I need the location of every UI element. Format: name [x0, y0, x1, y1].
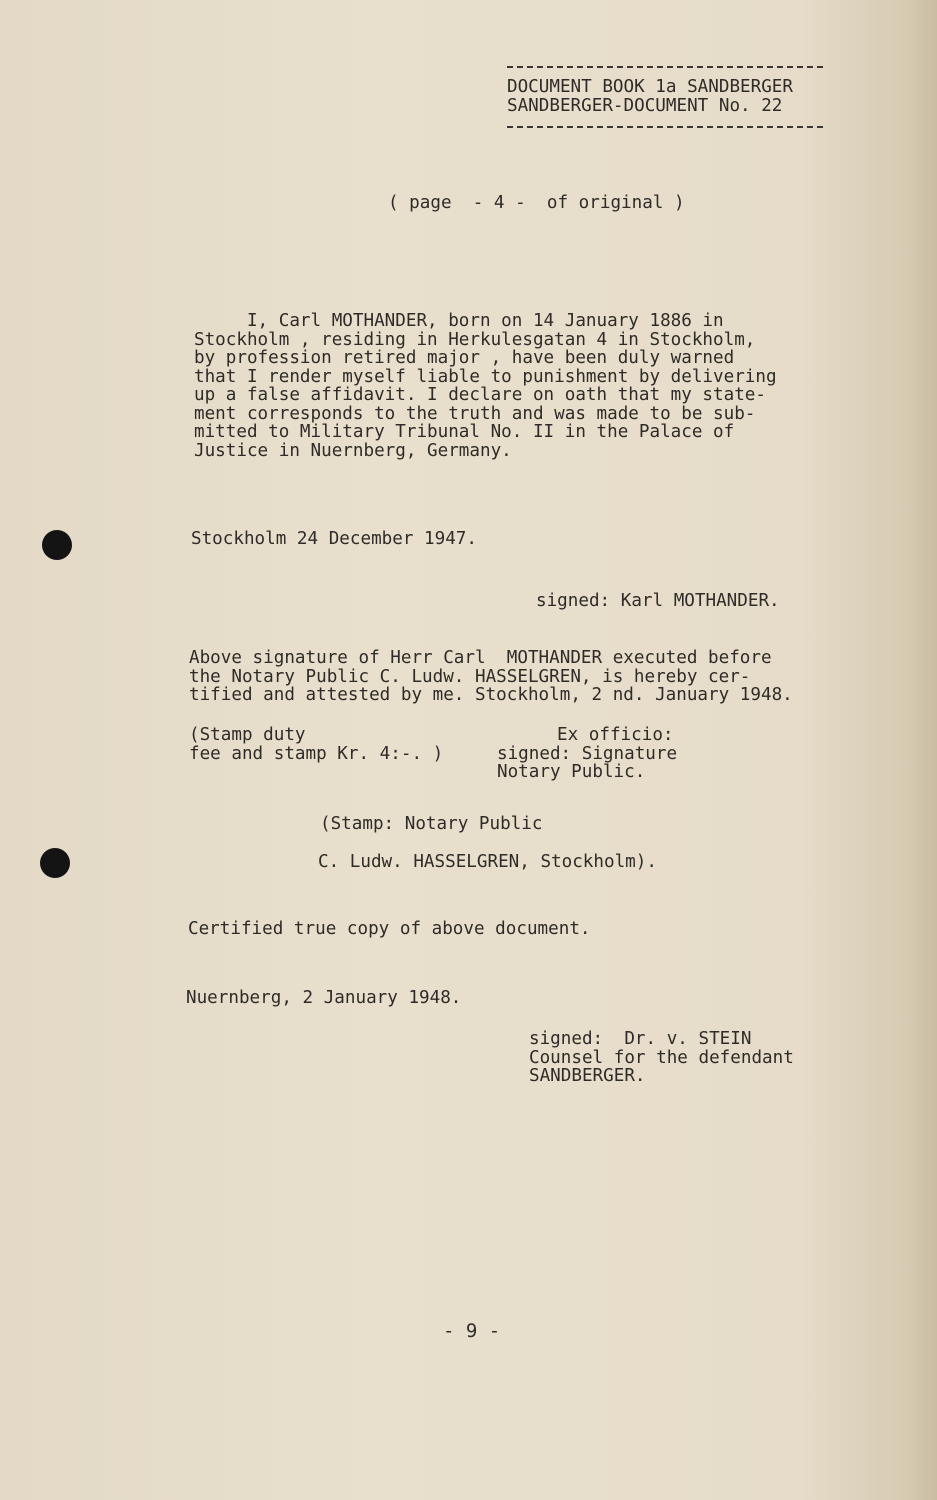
notary-stamp-line2: C. Ludw. HASSELGREN, Stockholm). [318, 852, 657, 872]
affidavit-line: Stockholm , residing in Herkulesgatan 4 in Stockholm, [194, 329, 756, 350]
attestation-line: Above signature of Herr Carl MOTHANDER executed before [189, 648, 772, 668]
notary-stamp-line1: (Stamp: Notary Public [320, 814, 543, 834]
ex-officio-line: signed: Signature [497, 743, 678, 764]
header-rule-bottom [507, 126, 823, 128]
signature-stein-line: Counsel for the defendant [529, 1047, 794, 1068]
place-date-nuernberg: Nuernberg, 2 January 1948. [186, 988, 462, 1008]
affidavit-paragraph [194, 312, 777, 460]
affidavit-line: ment corresponds to the truth and was made to be sub- [194, 403, 756, 424]
ex-officio-line: Ex officio: [557, 725, 674, 745]
signature-stein-block [529, 1030, 794, 1086]
punch-hole-top [42, 530, 72, 560]
signature-stein-line: signed: Dr. v. STEIN [529, 1029, 752, 1049]
certified-copy-statement: Certified true copy of above document. [188, 919, 591, 939]
stamp-duty-line: (Stamp duty [189, 725, 306, 745]
signature-mothander: signed: Karl MOTHANDER. [536, 591, 780, 611]
affidavit-line: I, Carl MOTHANDER, born on 14 January 1886 in [194, 311, 724, 331]
signature-stein-line: SANDBERGER. [529, 1066, 646, 1086]
place-date-stockholm: Stockholm 24 December 1947. [191, 529, 477, 549]
header-rule-top [507, 66, 823, 68]
original-page-reference: ( page - 4 - of original ) [388, 193, 685, 213]
notary-attestation [189, 649, 793, 705]
ex-officio-block [497, 726, 677, 782]
affidavit-line: that I render myself liable to punishment by delivering [194, 366, 777, 387]
punch-hole-bottom [40, 848, 70, 878]
affidavit-line: by profession retired major , have been duly warned [194, 348, 735, 368]
ex-officio-line: Notary Public. [497, 762, 646, 782]
stamp-duty-note [189, 726, 443, 763]
affidavit-line: up a false affidavit. I declare on oath that my state- [194, 385, 766, 405]
page-number: - 9 - [443, 1320, 501, 1342]
stamp-duty-line: fee and stamp Kr. 4:-. ) [189, 743, 444, 764]
attestation-line: tified and attested by me. Stockholm, 2 nd. January 1948. [189, 685, 793, 705]
affidavit-line: mitted to Military Tribunal No. II in the Palace of [194, 422, 735, 442]
attestation-line: the Notary Public C. Ludw. HASSELGREN, is hereby cer- [189, 666, 751, 687]
document-number-label: SANDBERGER-DOCUMENT No. 22 [507, 96, 783, 116]
affidavit-line: Justice in Nuernberg, Germany. [194, 440, 512, 461]
document-book-label: DOCUMENT BOOK 1a SANDBERGER [507, 77, 793, 97]
